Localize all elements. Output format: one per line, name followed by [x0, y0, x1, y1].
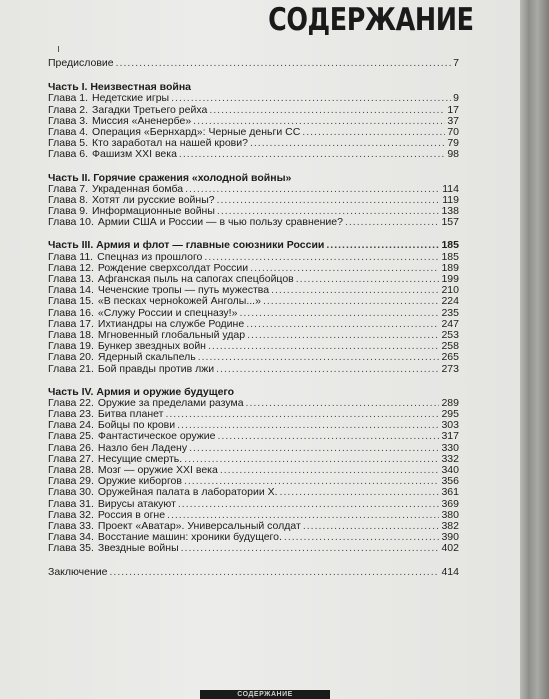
- conclusion-entry: [48, 567, 459, 578]
- dot-leader: [271, 285, 439, 296]
- entry-label: Глава 27.: [48, 452, 94, 465]
- entry-label: Глава 16.: [48, 306, 94, 319]
- entry-title: Несущие смерть.: [97, 452, 183, 465]
- entry-label: Глава 7.: [48, 182, 89, 195]
- dot-leader: [209, 105, 445, 116]
- entry-label: Глава 33.: [48, 519, 94, 532]
- entry-title: Армии США и России — в чью пользу сравнение?: [97, 216, 343, 229]
- page-number: 157: [441, 216, 459, 229]
- dot-leader: [296, 274, 440, 285]
- dot-leader: [246, 319, 439, 330]
- entry-title: Миссия «Аненербе»: [92, 114, 192, 127]
- spacer: [48, 555, 459, 567]
- page-number: 303: [441, 419, 459, 432]
- chapter-entry: [48, 149, 459, 160]
- dot-leader: [247, 330, 439, 341]
- entry-title: Спецназ из прошлого: [97, 250, 203, 263]
- entry-label: Глава 17.: [48, 317, 94, 330]
- dot-leader: [239, 308, 439, 319]
- entry-title: Чеченские тропы — путь мужества: [97, 284, 270, 297]
- chapter-entry: [48, 296, 459, 307]
- chapter-entry: [48, 217, 459, 228]
- dot-leader: [302, 127, 445, 138]
- page-number: 253: [441, 328, 459, 341]
- dot-leader: [246, 398, 440, 409]
- table-of-contents: [48, 58, 459, 578]
- preface-entry: [48, 58, 459, 69]
- running-footer: СОДЕРЖАНИЕ: [200, 690, 330, 699]
- entry-label: Глава 11.: [48, 250, 94, 263]
- dot-leader: [189, 443, 439, 454]
- page-number: 402: [441, 542, 459, 555]
- dot-leader: [116, 58, 452, 69]
- page-number: 199: [441, 273, 459, 285]
- page-number: 119: [442, 193, 459, 206]
- page-number: 340: [441, 464, 459, 476]
- entry-label: Глава 5.: [48, 137, 89, 150]
- entry-label: Глава 28.: [48, 464, 94, 476]
- page-number: 369: [441, 497, 459, 510]
- page-number: 273: [441, 362, 459, 375]
- dot-leader: [109, 567, 439, 578]
- entry-title: Оружие киборгов: [97, 475, 182, 488]
- entry-title: Афганская пыль на сапогах спецбойцов: [97, 273, 294, 285]
- page-number: 295: [441, 408, 459, 421]
- entry-title: Загадки Третьего рейха: [92, 103, 208, 116]
- page-number: 114: [442, 182, 459, 195]
- entry-title: Мозг — оружие XXI века: [97, 464, 218, 476]
- chapter-entry: [48, 431, 459, 442]
- page-number: 9: [453, 92, 459, 105]
- dot-leader: [303, 521, 440, 532]
- entry-label: Глава 13.: [48, 273, 94, 285]
- page-number: 258: [441, 340, 459, 353]
- entry-title: Битва планет: [97, 408, 164, 421]
- page-number: 356: [441, 475, 459, 488]
- entry-label: Глава 34.: [48, 531, 94, 544]
- entry-label: Глава 19.: [48, 340, 94, 353]
- entry-label: Глава 14.: [48, 284, 94, 297]
- page-number: 332: [441, 452, 459, 465]
- entry-title: Бой правды против лжи: [97, 362, 215, 375]
- entry-title: Хотят ли русские войны?: [92, 193, 215, 206]
- page-number: 98: [447, 148, 459, 161]
- entry-label: Глава 9.: [48, 205, 89, 218]
- entry-title: «Служу России и спецназу!»: [97, 306, 238, 319]
- entry-label: Глава 20.: [48, 351, 94, 364]
- dot-leader: [345, 217, 440, 228]
- page-number: 361: [441, 486, 459, 499]
- entry-title: Мгновенный глобальный удар: [97, 328, 246, 341]
- entry-title: Операция «Бернхард»: Черные деньги СС: [92, 125, 301, 138]
- chapter-entry: [48, 543, 459, 554]
- entry-label: Глава 3.: [48, 114, 89, 127]
- page-number: 224: [441, 295, 459, 308]
- page-number: 380: [441, 508, 459, 521]
- entry-label: Предисловие: [48, 57, 114, 69]
- chapter-entry: [48, 364, 459, 375]
- dot-leader: [326, 240, 439, 251]
- entry-title: Информационные войны: [92, 205, 215, 218]
- dot-leader: [178, 499, 440, 510]
- entry-title: Бункер звездных войн: [97, 340, 206, 353]
- page-number: 414: [441, 565, 459, 578]
- entry-label: Глава 25.: [48, 430, 94, 443]
- entry-label: Заключение: [48, 565, 108, 578]
- dot-leader: [220, 465, 440, 476]
- dot-leader: [284, 532, 440, 543]
- entry-label: Часть IV. Армия и оружие будущего: [48, 385, 235, 398]
- entry-title: Вирусы атакуют: [97, 497, 176, 510]
- entry-label: Глава 15.: [48, 295, 94, 308]
- entry-label: Глава 2.: [48, 103, 89, 116]
- entry-title: «В песках черноkожей Анголы...»: [97, 295, 261, 308]
- dot-leader: [181, 543, 440, 554]
- dot-leader: [208, 341, 439, 352]
- dot-leader: [184, 454, 439, 465]
- page-number: 317: [441, 430, 459, 443]
- entry-title: Звездные войны: [97, 542, 179, 555]
- page-number: 235: [441, 306, 459, 319]
- dot-leader: [218, 431, 440, 442]
- entry-label: Часть III. Армия и флот — главные союзники России: [48, 239, 325, 252]
- entry-label: Глава 8.: [48, 193, 89, 206]
- dot-leader: [217, 195, 441, 206]
- page-number: 185: [441, 239, 459, 252]
- entry-label: Часть I. Неизвестная война: [48, 81, 192, 94]
- entry-label: Глава 21.: [48, 362, 94, 375]
- entry-title: Украденная бомба: [92, 182, 184, 195]
- spacer: [48, 161, 459, 173]
- entry-title: Ихтиандры на службе Родине: [97, 317, 245, 330]
- dot-leader: [280, 487, 440, 498]
- entry-label: Глава 12.: [48, 261, 94, 274]
- entry-label: Глава 30.: [48, 486, 94, 499]
- page-number: 330: [441, 441, 459, 454]
- entry-title: Кто заработал на нашей крови?: [92, 137, 248, 150]
- entry-label: Глава 32.: [48, 508, 94, 521]
- dot-leader: [250, 138, 445, 149]
- chapter-entry: [48, 487, 459, 498]
- entry-title: Рождение сверхсолдат России: [97, 261, 249, 274]
- part-heading: [48, 173, 459, 184]
- page-number: 79: [447, 137, 459, 150]
- corner-mark: [58, 46, 59, 52]
- dot-leader: [177, 420, 439, 431]
- entry-title: Бойцы по крови: [97, 419, 176, 432]
- dot-leader: [216, 364, 439, 375]
- entry-title: Фантастическое оружие: [97, 430, 216, 443]
- entry-title: Оружие за пределами разума: [97, 396, 244, 409]
- page-number: 7: [453, 57, 459, 69]
- dot-leader: [263, 296, 440, 307]
- entry-title: Восстание машин: хроники будущего.: [97, 531, 282, 544]
- dot-leader: [171, 93, 451, 104]
- dot-leader: [185, 184, 440, 195]
- page-number: 289: [441, 396, 459, 409]
- entry-title: Россия в огне: [97, 508, 166, 521]
- dot-leader: [198, 352, 440, 363]
- entry-label: Глава 31.: [48, 497, 94, 510]
- entry-title: Оружейная палата в лаборатории Х.: [97, 486, 278, 499]
- page-number: 247: [441, 317, 459, 330]
- page-number: 189: [441, 261, 459, 274]
- entry-label: Глава 29.: [48, 475, 94, 488]
- book-spine-edge: [520, 0, 549, 699]
- page-number: 17: [447, 103, 459, 116]
- entry-title: Фашизм XXI века: [92, 148, 177, 161]
- entry-label: Глава 35.: [48, 542, 94, 555]
- entry-label: Глава 18.: [48, 328, 94, 341]
- entry-label: Глава 24.: [48, 419, 94, 432]
- entry-label: Глава 22.: [48, 396, 94, 409]
- page-number: 70: [447, 125, 459, 138]
- page-number: 265: [441, 351, 459, 364]
- page-number: 382: [441, 519, 459, 532]
- page-number: 185: [441, 250, 459, 263]
- entry-label: Глава 1.: [48, 92, 89, 105]
- entry-title: Ядерный скальпель: [97, 351, 196, 364]
- entry-label: Глава 10.: [48, 216, 94, 229]
- page-number: 390: [441, 531, 459, 544]
- page-number: 37: [447, 114, 459, 127]
- entry-label: Глава 4.: [48, 125, 89, 138]
- dot-leader: [179, 149, 445, 160]
- dot-leader: [165, 409, 439, 420]
- entry-label: Глава 26.: [48, 441, 94, 454]
- part-heading: [48, 240, 459, 251]
- page-title: СОДЕРЖАНИЕ: [268, 2, 474, 38]
- entry-title: Назло бен Ладену: [97, 441, 188, 454]
- chapter-entry: [48, 352, 459, 363]
- chapter-entry: [48, 93, 459, 104]
- entry-label: Глава 6.: [48, 148, 89, 161]
- entry-label: Часть II. Горячие сражения «холодной войны»: [48, 171, 292, 184]
- entry-title: Проект «Аватар». Универсальный солдат: [97, 519, 301, 532]
- page-number: 210: [441, 284, 459, 297]
- spacer: [48, 375, 459, 387]
- entry-label: Глава 23.: [48, 408, 94, 421]
- entry-title: Недетские игры: [92, 92, 170, 105]
- page-number: 138: [441, 205, 459, 218]
